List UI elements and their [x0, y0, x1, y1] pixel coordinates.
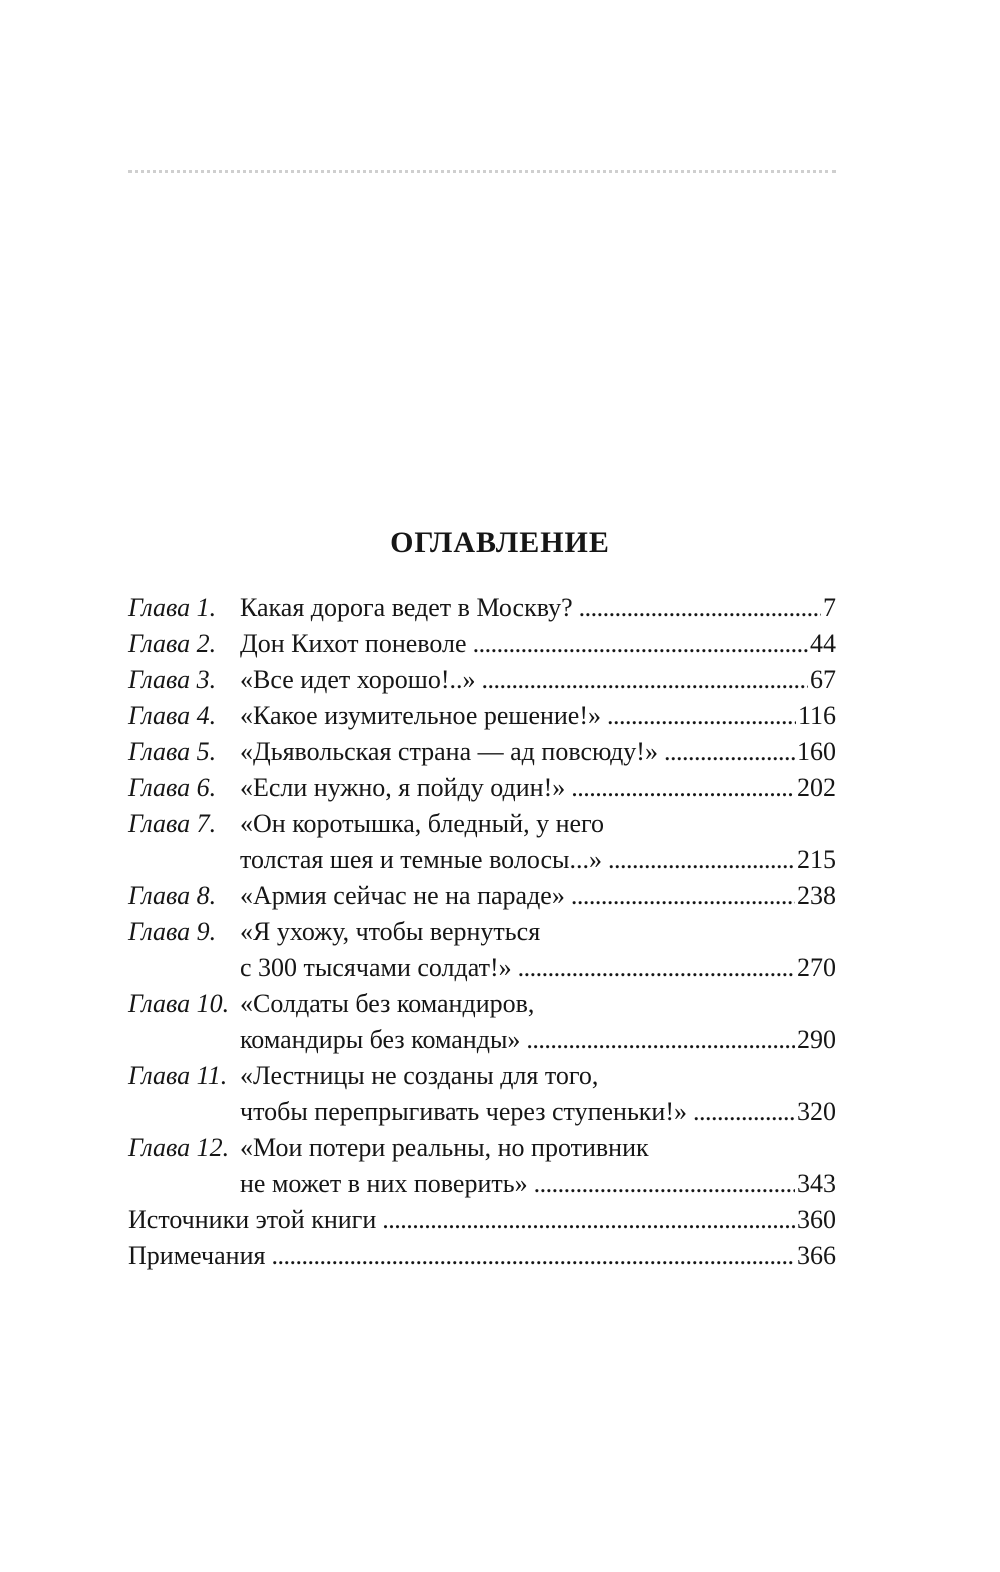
dot-leader: [271, 1238, 795, 1274]
toc-line: [128, 806, 836, 842]
page-number: 343: [797, 1169, 836, 1198]
page-number: 116: [797, 701, 836, 730]
chapter-title: Дон Кихот поневоле: [240, 629, 467, 658]
chapter-title: с 300 тысячами солдат!»: [240, 953, 512, 982]
chapter-label: Глава 8.: [128, 881, 217, 910]
toc-line: [128, 1058, 836, 1094]
toc-line: [128, 1238, 836, 1274]
chapter-label: Глава 5.: [128, 737, 217, 766]
chapter-title: «Если нужно, я пойду один!»: [240, 773, 566, 802]
toc-line: [128, 1202, 836, 1238]
page-number: 320: [797, 1097, 836, 1126]
toc-line: [128, 1022, 836, 1058]
chapter-label: Глава 1.: [128, 593, 217, 622]
page-number: 7: [823, 593, 836, 622]
dot-leader: [571, 878, 795, 914]
toc-line: [128, 878, 836, 914]
toc-line: [128, 1166, 836, 1202]
toc-entry: [128, 1058, 836, 1130]
toc-entry: [128, 590, 836, 626]
dot-leader: [473, 626, 808, 662]
toc-line: [128, 626, 836, 662]
dot-leader: [526, 1022, 795, 1058]
chapter-title: не может в них поверить»: [240, 1169, 528, 1198]
toc-line: [128, 842, 836, 878]
toc-line: [128, 698, 836, 734]
chapter-label: Глава 4.: [128, 701, 217, 730]
dot-leader: [382, 1202, 795, 1238]
toc-entry: [128, 626, 836, 662]
chapter-title: «Мои потери реальны, но противник: [240, 1133, 649, 1162]
chapter-label: Глава 11.: [128, 1061, 228, 1090]
chapter-label: Глава 12.: [128, 1133, 230, 1162]
chapter-title: «Лестницы не созданы для того,: [240, 1061, 599, 1090]
toc-line: [128, 662, 836, 698]
toc-line: [128, 950, 836, 986]
chapter-title: Примечания: [128, 1241, 266, 1270]
toc-entry: [128, 878, 836, 914]
toc-entry: [128, 914, 836, 986]
page-number: 270: [797, 953, 836, 982]
chapter-label: Глава 2.: [128, 629, 217, 658]
chapter-label: Глава 10.: [128, 989, 230, 1018]
dot-leader: [608, 842, 795, 878]
chapter-title: «Дьявольская страна — ад повсюду!»: [240, 737, 658, 766]
chapter-label: Глава 9.: [128, 917, 217, 946]
toc-line: [128, 1094, 836, 1130]
toc-line: [128, 590, 836, 626]
chapter-title: «Какое изумительное решение!»: [240, 701, 602, 730]
dot-leader: [571, 770, 795, 806]
top-rule: [128, 170, 836, 173]
chapter-title: Источники этой книги: [128, 1205, 377, 1234]
toc-entry: [128, 1202, 836, 1238]
toc-line: [128, 914, 836, 950]
page-number: 44: [810, 629, 836, 658]
dot-leader: [518, 950, 795, 986]
page-number: 202: [797, 773, 836, 802]
page-number: 238: [797, 881, 836, 910]
page-number: 360: [797, 1205, 836, 1234]
table-of-contents: [128, 590, 836, 1274]
dot-leader: [481, 662, 808, 698]
page-number: 215: [797, 845, 836, 874]
toc-entry: [128, 770, 836, 806]
page-title: ОГЛАВЛЕНИЕ: [390, 526, 610, 559]
chapter-title: толстая шея и темные волосы...»: [240, 845, 602, 874]
toc-entry: [128, 734, 836, 770]
chapter-label: Глава 6.: [128, 773, 217, 802]
page-number: 290: [797, 1025, 836, 1054]
dot-leader: [607, 698, 796, 734]
dot-leader: [579, 590, 821, 626]
dot-leader: [664, 734, 795, 770]
toc-line: [128, 1130, 836, 1166]
chapter-title: командиры без команды»: [240, 1025, 521, 1054]
dot-leader: [693, 1094, 795, 1130]
chapter-title: «Он коротышка, бледный, у него: [240, 809, 605, 838]
page-number: 67: [810, 665, 836, 694]
toc-entry: [128, 806, 836, 878]
toc-line: [128, 734, 836, 770]
toc-entry: [128, 1238, 836, 1274]
toc-entry: [128, 1130, 836, 1202]
chapter-title: Какая дорога ведет в Москву?: [240, 593, 573, 622]
toc-line: [128, 986, 836, 1022]
toc-entry: [128, 662, 836, 698]
chapter-title: «Солдаты без командиров,: [240, 989, 535, 1018]
chapter-title: чтобы перепрыгивать через ступеньки!»: [240, 1097, 688, 1126]
chapter-label: Глава 7.: [128, 809, 217, 838]
chapter-label: Глава 3.: [128, 665, 217, 694]
toc-entry: [128, 698, 836, 734]
dot-leader: [534, 1166, 795, 1202]
chapter-title: «Я ухожу, чтобы вернуться: [240, 917, 541, 946]
chapter-title: «Армия сейчас не на параде»: [240, 881, 565, 910]
toc-entry: [128, 986, 836, 1058]
page-number: 366: [797, 1241, 836, 1270]
toc-line: [128, 770, 836, 806]
chapter-title: «Все идет хорошо!..»: [240, 665, 476, 694]
page-number: 160: [797, 737, 836, 766]
